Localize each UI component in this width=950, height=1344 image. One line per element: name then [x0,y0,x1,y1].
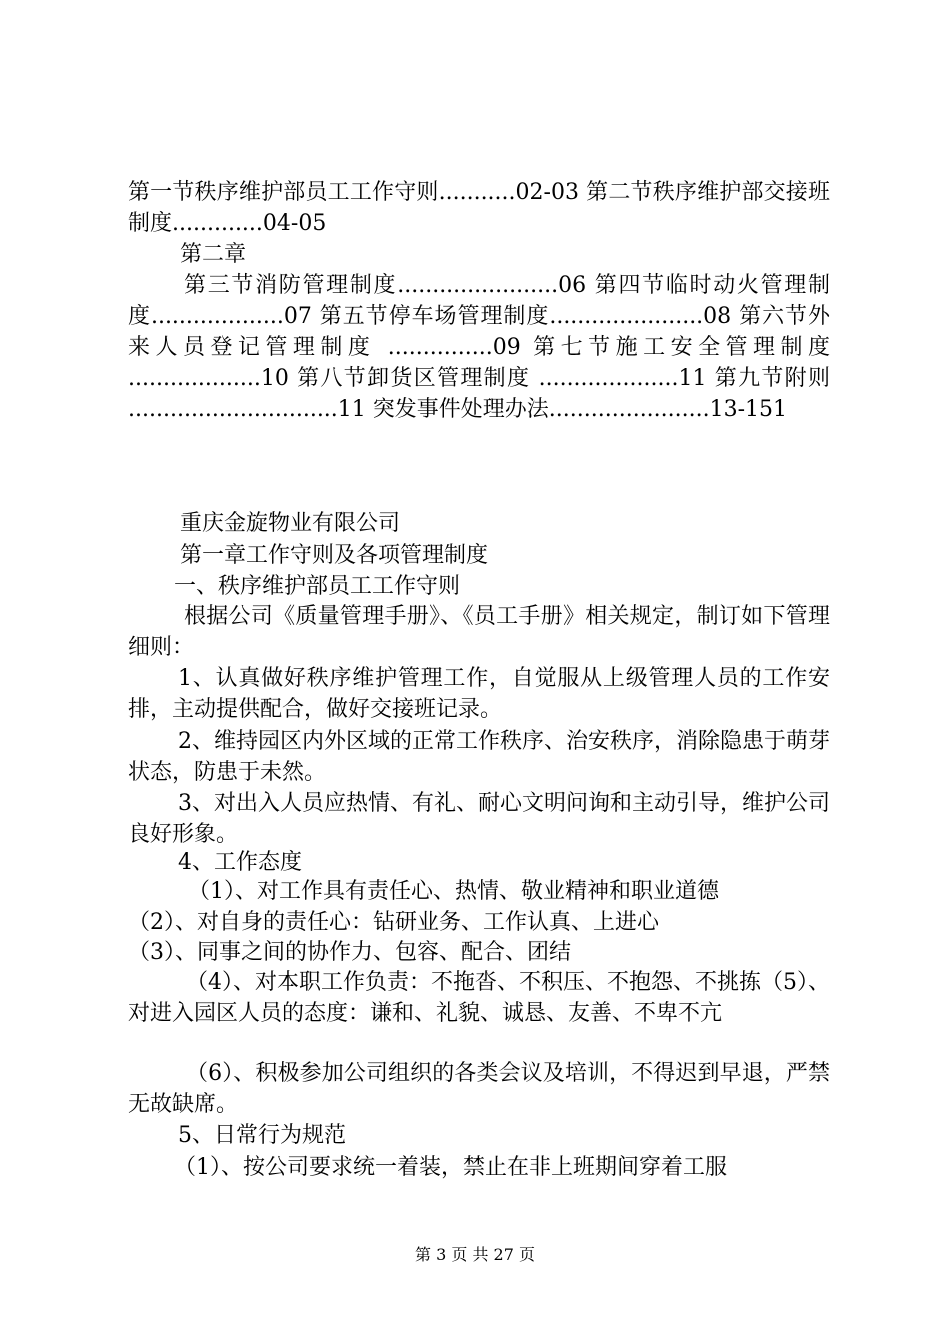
attitude-6: （6）、积极参加公司组织的各类会议及培训，不得迟到早退，严禁无故缺席。 [128,1061,830,1117]
item-2: 2、维持园区内外区域的正常工作秩序、治安秩序，消除隐患于萌芽状态，防患于未然。 [128,729,830,785]
item-5: 5、日常行为规范 [178,1123,346,1148]
item-1: 1、认真做好秩序维护管理工作，自觉服从上级管理人员的工作安排，主动提供配合，做好交接班记录。 [128,666,830,722]
attitude-1: （1）、对工作具有责任心、热情、敬业精神和职业道德 [188,879,719,904]
company-name: 重庆金旋物业有限公司 [180,511,401,536]
toc-part1: 第一节秩序维护部员工工作守则...........02-03 第二节秩序维护部交接班制度.............04-05 [128,180,830,236]
toc-chapter2: 第二章 [180,242,247,267]
toc-part2: 第三节消防管理制度.......................06 第四节临时动火管理制度...................07 第五节停车场管理制度......................08 第六节外来人员登记管理制度 ...............09 第七节施工安全管理制度 ...................10 第八节卸货区管理制度 ....................11 第九节附则 ..............................11 突发事件处理办法.......................13-151 [128,273,830,422]
attitude-4-5: （4）、对本职工作负责：不拖沓、不积压、不抱怨、不挑拣（5）、对进入园区人员的态度：谦和、礼貌、诚恳、友善、不卑不亢 [128,970,830,1026]
page-footer: 第 3 页 共 27 页 [415,1245,535,1264]
attitude-2: （2）、对自身的责任心：钻研业务、工作认真、上进心 [128,910,659,935]
attitude-3: （3）、同事之间的协作力、包容、配合、团结 [128,940,571,965]
chapter1-title: 第一章工作守则及各项管理制度 [180,543,489,568]
section1-title: 一、秩序维护部员工工作守则 [174,574,461,599]
item-3: 3、对出入人员应热情、有礼、耐心文明问询和主动引导，维护公司良好形象。 [128,791,830,847]
intro-paragraph: 根据公司《质量管理手册》、《员工手册》相关规定，制订如下管理细则： [128,604,830,660]
conduct-1: （1）、按公司要求统一着装，禁止在非上班期间穿着工服 [174,1155,727,1180]
item-4: 4、工作态度 [178,850,302,875]
